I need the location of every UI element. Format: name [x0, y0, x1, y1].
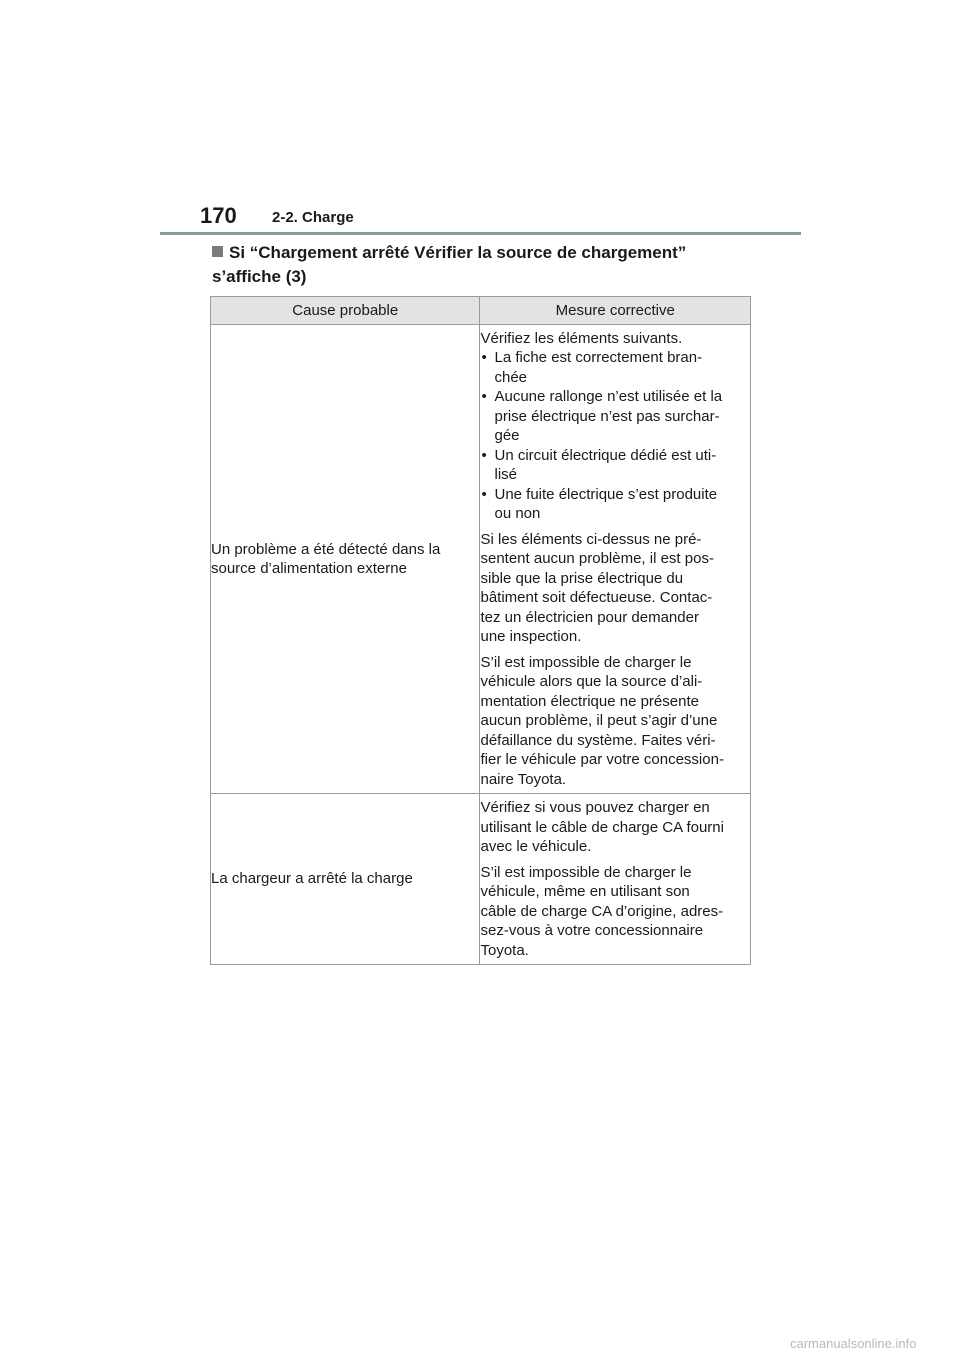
paragraph-line: sez-vous à votre concessionnaire — [480, 922, 704, 939]
list-item-line: chée — [494, 368, 528, 386]
bullet-icon: • — [481, 446, 487, 464]
list-item — [480, 485, 750, 524]
section-heading — [212, 241, 772, 289]
paragraph-line: une inspection. — [480, 628, 582, 646]
measure-paragraph — [480, 863, 750, 961]
paragraph-line: utilisant le câble de charge CA fourni — [480, 818, 724, 836]
list-item-line: prise électrique n’est pas surchar- — [494, 407, 720, 425]
bullet-icon: • — [481, 388, 487, 406]
paragraph-line: sible que la prise électrique du — [480, 569, 684, 587]
paragraph-line: véhicule, même en utilisant son — [480, 883, 690, 900]
table-row — [211, 325, 751, 794]
paragraph-line: fier le véhicule par votre concession- — [480, 751, 724, 769]
check-list — [480, 348, 750, 524]
paragraph-line: Toyota. — [480, 941, 529, 959]
column-header-measure: Mesure corrective — [480, 297, 751, 325]
paragraph-line: bâtiment soit défectueuse. Contac- — [480, 589, 713, 607]
table-row — [211, 794, 751, 965]
paragraph-line: naire Toyota. — [480, 770, 567, 788]
paragraph-line: aucun problème, il peut s’agir d’une — [480, 712, 718, 730]
paragraph-line: sentent aucun problème, il est pos- — [480, 550, 714, 568]
list-item — [480, 348, 750, 387]
list-item-line: ou non — [494, 505, 541, 523]
paragraph-line: défaillance du système. Faites véri- — [480, 731, 716, 749]
paragraph-line: tez un électricien pour demander — [480, 608, 699, 626]
cause-cell — [211, 794, 480, 965]
heading-line-1: Si “Chargement arrêté Vérifier la source de chargement” — [229, 243, 687, 262]
list-item-line: Aucune rallonge n’est utilisée et la — [494, 388, 723, 406]
page-number: 170 — [200, 203, 237, 228]
list-item-line: Une fuite électrique s’est produite — [494, 485, 718, 503]
paragraph-line: avec le véhicule. — [480, 838, 592, 855]
square-bullet-icon — [212, 246, 223, 257]
measure-intro: Vérifiez les éléments suivants. — [480, 329, 683, 347]
cause-text-line: Un problème a été détecté dans la — [211, 540, 441, 558]
paragraph-line: mentation électrique ne présente — [480, 692, 699, 710]
measure-cell — [480, 325, 751, 794]
section-title: 2-2. Charge — [272, 209, 354, 226]
list-item-line: Un circuit électrique dédié est uti- — [494, 446, 717, 464]
measure-cell — [480, 794, 751, 965]
paragraph-line: Si les éléments ci-dessus ne pré- — [480, 530, 702, 548]
column-header-cause: Cause probable — [211, 297, 480, 325]
cause-cell — [211, 325, 480, 794]
paragraph-line: Vérifiez si vous pouvez charger en — [480, 799, 710, 816]
measure-paragraph — [480, 653, 750, 790]
measure-paragraph — [480, 798, 750, 857]
paragraph-line: S’il est impossible de charger le — [480, 653, 692, 671]
table-header-row — [211, 297, 751, 325]
bullet-icon: • — [481, 485, 487, 503]
list-item-line: gée — [494, 427, 520, 445]
list-item-line: lisé — [494, 466, 517, 484]
list-item-line: La fiche est correctement bran- — [494, 349, 703, 367]
paragraph-line: véhicule alors que la source d’ali- — [480, 673, 703, 691]
header-divider — [160, 232, 801, 235]
paragraph-line: S’il est impossible de charger le — [480, 863, 692, 881]
list-item — [480, 446, 750, 485]
cause-text-line: La chargeur a arrêté la charge — [211, 870, 413, 888]
site-watermark: carmanualsonline.info — [790, 1336, 917, 1351]
cause-measure-table — [210, 296, 751, 965]
heading-line-2: s’affiche (3) — [212, 267, 307, 286]
list-item — [480, 387, 750, 446]
bullet-icon: • — [481, 349, 487, 367]
measure-paragraph — [480, 530, 750, 647]
paragraph-line: câble de charge CA d’origine, adres- — [480, 902, 724, 920]
cause-text-line: source d’alimentation externe — [211, 560, 407, 577]
